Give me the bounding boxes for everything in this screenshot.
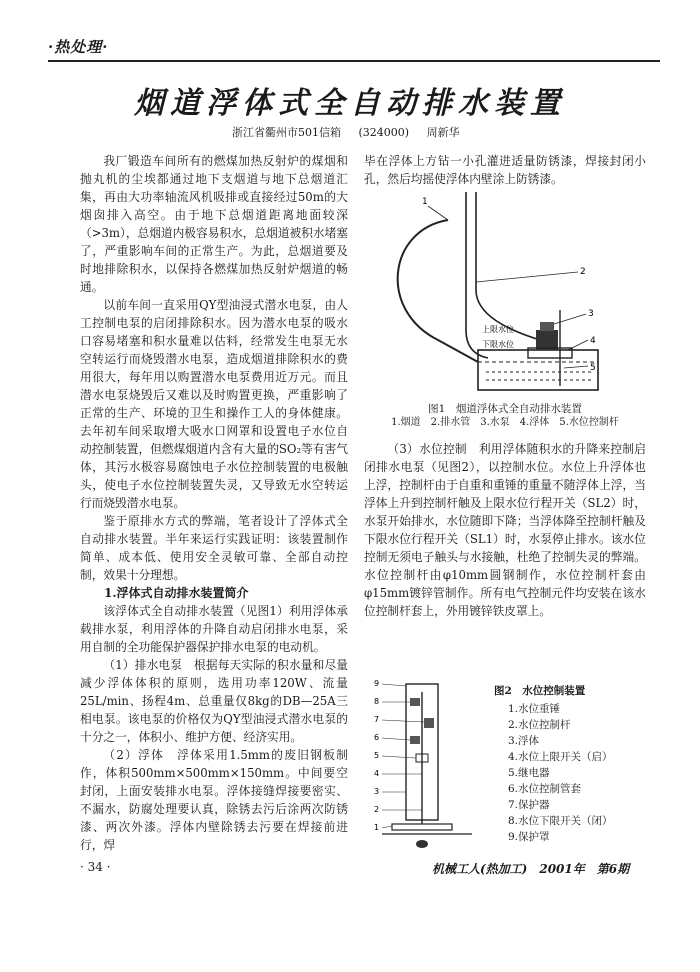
author: 周新华 (426, 126, 460, 139)
legend-item: 3.浮体 (508, 735, 540, 747)
paragraph: 该浮体式全自动排水装置（见图1）利用浮体承载排水泵，利用浮体的升降自动启闭排水电泵，采用自制的全功能保护器保护排水电泵的电动机。 (80, 604, 348, 654)
upper-switch (410, 698, 420, 706)
affiliation: 浙江省衢州市501信箱 (232, 126, 341, 139)
legend-item: 4.水位上限开关（启） (508, 751, 613, 763)
callout-4: 4 (590, 336, 596, 346)
callout: 9 (374, 679, 380, 688)
header-rule (48, 60, 660, 62)
journal-issue: 机械工人(热加工) 2001年 第6期 (432, 862, 630, 876)
right-column-top (364, 152, 646, 188)
callout-line-4 (568, 340, 588, 350)
legend-item: 2.水位控制杆 (508, 719, 571, 731)
callout-3: 3 (588, 309, 594, 319)
callout: 1 (374, 823, 380, 832)
article-title: 烟道浮体式全自动排水装置 (134, 86, 566, 121)
left-column (80, 152, 348, 854)
pump-top (540, 322, 554, 331)
right-column-middle (364, 440, 646, 620)
callout-line-1 (428, 206, 448, 220)
page-number: · 34 · (80, 860, 111, 874)
callout-line-3 (554, 314, 586, 324)
pump-body (536, 330, 558, 350)
paragraph: 我厂锻造车间所有的燃煤加热反射炉的煤烟和抛丸机的尘埃都通过地下支烟道与地下总烟道汇集，再由大功率轴流风机吸排或直接经过50m的大烟囱排入高空。由于地下总烟道距离地面较深（>3m），总烟道内极容易积水，总烟道被积水堵塞了，严重影响车间的正常生产。为此，总烟道要及时地排除积水，以保持各燃煤加热反射炉烟道的畅通。 (80, 154, 348, 294)
paragraph: （1）排水电泵 根据每天实际的积水量和尽量减少浮体体积的原则，选用功率120W、流量25L/min、扬程4m、总重量仅8kg的DB—25A三相电泵。该电泵的价格仅为QY型油浸式潜水电泵的十分之一，体积小、维护方便、经济实用。 (80, 658, 348, 744)
callout: 5 (374, 751, 380, 760)
callout-2: 2 (580, 267, 586, 277)
figure-1-caption: 图1 烟道浮体式全自动排水装置 (428, 403, 582, 415)
paragraph: 鉴于原排水方式的弊端，笔者设计了浮体式全自动排水装置。半年来运行实践证明：该装置制作简单、成本低、使用安全灵敏可靠、全部自动控制，效果十分理想。 (80, 514, 348, 582)
legend-item: 1.水位重锤 (508, 703, 561, 715)
legend-item: 6.水位控制管套 (508, 783, 582, 795)
callout-line-2 (476, 272, 578, 282)
section-heading: 1.浮体式自动排水装置简介 (104, 586, 249, 600)
float-plate (392, 824, 452, 830)
callout-1: 1 (422, 197, 428, 207)
postcode: (324000) (358, 126, 410, 139)
legend-item: 5.继电器 (508, 767, 550, 779)
figure-2-diagram (372, 674, 482, 850)
byline (232, 124, 474, 140)
weight (416, 840, 428, 848)
figure-2-caption: 图2 水位控制装置 (494, 685, 586, 697)
callout: 2 (374, 805, 380, 814)
callout: 3 (374, 787, 380, 796)
callout: 4 (374, 769, 380, 778)
figure-1-caption-block (364, 402, 646, 430)
figure-1-diagram (368, 190, 608, 400)
paragraph: （3）水位控制 利用浮体随积水的升降来控制启闭排水电泵（见图2），以控制水位。水位上升浮体也上浮，控制杆由于自重和重锤的重量不随浮体上浮，当浮体上升到控制杆触及上限水位行程开关（SL2）时，水泵开始排水，水位随即下降；当浮体降至控制杆触及下限水位行程开关（SL1）时，水泵停止排水。该水位控制无须电子触头与水接触，杜绝了控制失灵的弊端。水位控制杆由φ10mm圆钢制作，水位控制杆套由φ15mm镀锌管制作。所有电气控制元件均安装在该水位控制杆套上，外用镀锌铁皮罩上。 (364, 442, 646, 618)
legend-item: 7.保护器 (508, 799, 550, 811)
callout-5: 5 (590, 363, 596, 373)
figure-1-legend: 1.烟道 2.排水管 3.水泵 4.浮体 5.水位控制杆 (391, 417, 619, 428)
figure-2-callouts (374, 679, 379, 832)
sump-pit (478, 350, 598, 390)
label-lower-level: 下限水位 (482, 340, 514, 349)
callout: 6 (374, 733, 380, 742)
callout: 7 (374, 715, 380, 724)
legend-item: 9.保护罩 (508, 831, 550, 843)
paragraph: 毕在浮体上方钻一小孔灌进适量防锈漆，焊接封闭小孔，然后均摇使浮体内壁涂上防锈漆。 (364, 154, 646, 186)
callout: 8 (374, 697, 380, 706)
paragraph: （2）浮体 浮体采用1.5mm的废旧钢板制作，体积500mm×500mm×150mm。中间要空封闭，上面安装排水电泵。浮体接缝焊接要密实、不漏水，防腐处理要认真，除锈去污后涂两次防锈漆、两次外漆。浮体内壁除锈去污要在焊接前进行，焊 (80, 748, 348, 852)
callout-line-5 (564, 366, 588, 368)
relay (424, 718, 434, 728)
legend-item: 8.水位下限开关（闭） (508, 815, 613, 827)
section-tag: ·热处理· (48, 38, 109, 56)
label-upper-level: 上限水位 (482, 325, 514, 334)
paragraph: 以前车间一直采用QY型油浸式潜水电泵，由人工控制电泵的启闭排除积水。因为潜水电泵的吸水口容易堵塞和积水量难以估料，经常发生电泵无水空转运行而烧毁潜水电泵，造成烟道排除积水的费用很大，每年用以购置潜水电泵费用近万元。而且潜水电泵烧毁后又难以及时购置更换，严重影响了正常的生产、环境的卫生和操作工人的身体健康。去年初车间采取增大吸水口网罩和设置电子水位自动控制装置，但燃煤烟道内含有大量的SO₂等有害气体，其污水极容易腐蚀电子水位控制装置的电极触头，使电子水位控制装置失灵，又导致无水空转运行而烧毁潜水电泵。 (80, 298, 348, 510)
lower-switch (410, 736, 420, 744)
figure-2-legend (494, 683, 654, 845)
